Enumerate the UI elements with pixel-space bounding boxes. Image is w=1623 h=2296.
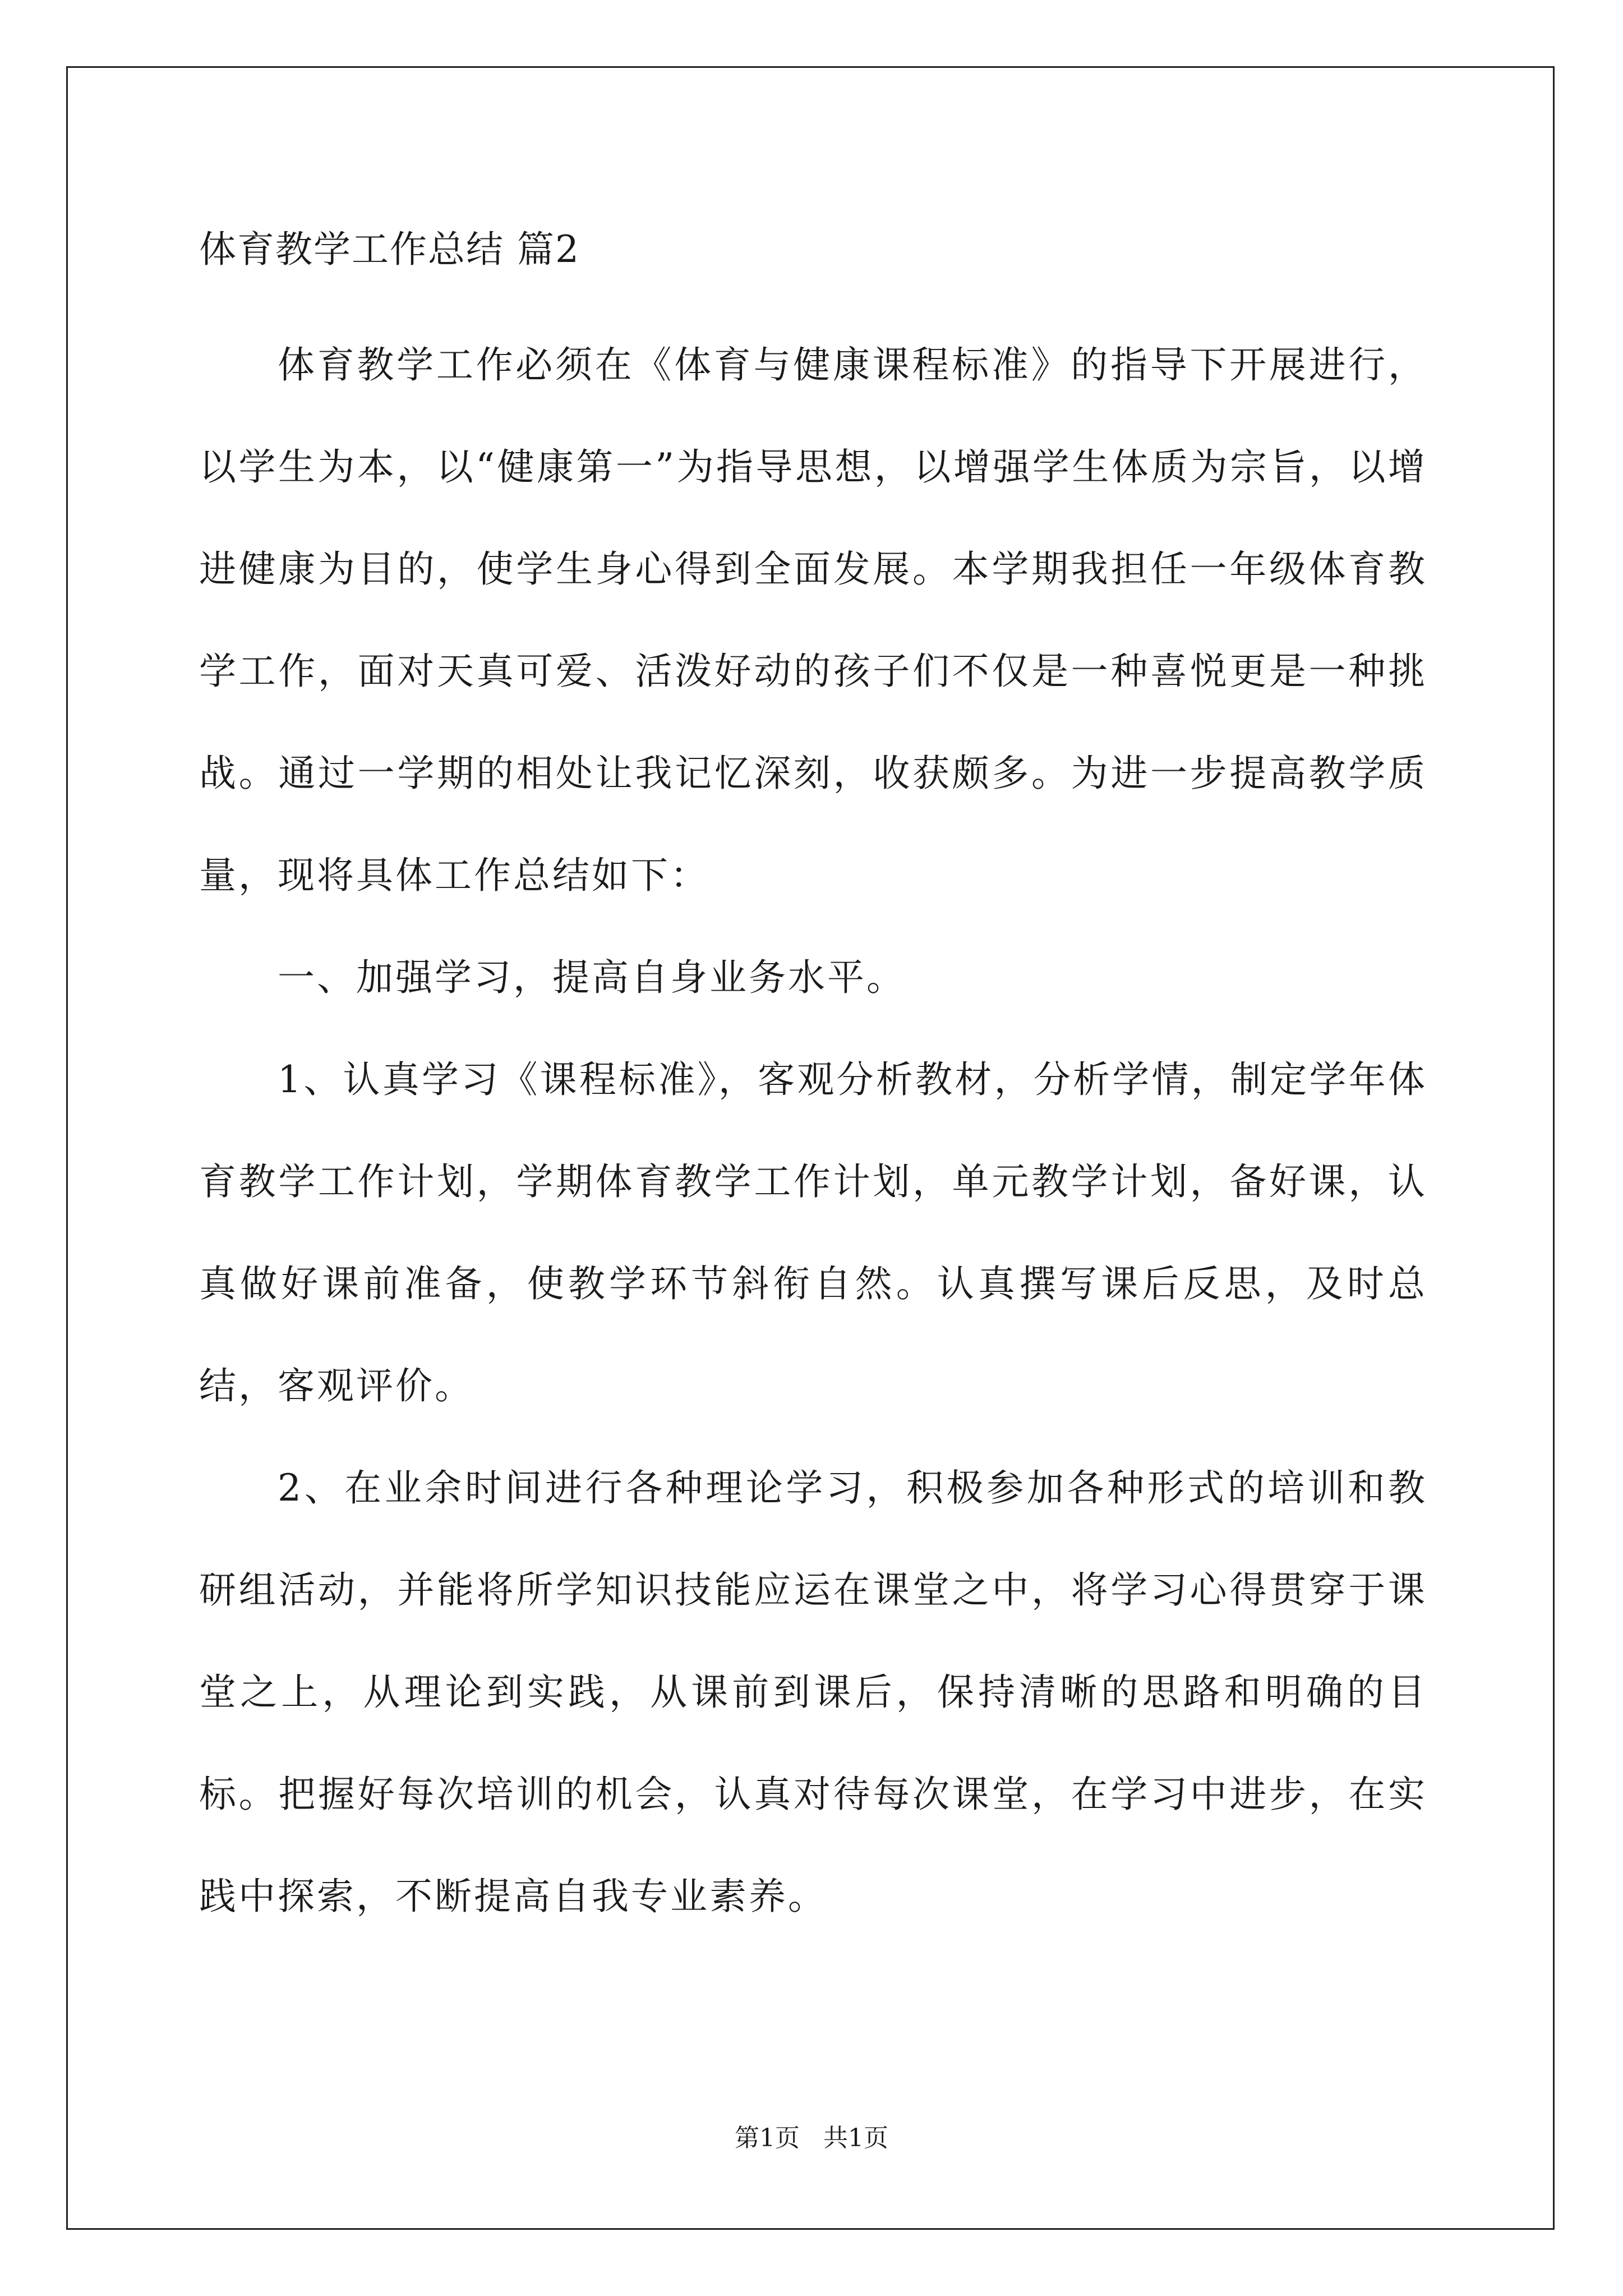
paragraph-section-heading: 一、加强学习，提高自身业务水平。 (278, 956, 906, 999)
paragraph-item-2: 2、在业余时间进行各种理论学习，积极参加各种形式的培训和教研组活动，并能将所学知识技能应运在课堂之中，将学习心得贯穿于课堂之上，从理论到实践，从课前到课后，保持清晰的思路和明确的目标。把握好每次培训的机会，认真对待每次课堂，在学习中进步，在实践中探索，不断提高自我专业素养。 (199, 1466, 1427, 1918)
paragraph-intro: 体育教学工作必须在《体育与健康课程标准》的指导下开展进行，以学生为本，以“健康第一”为指导思想，以增强学生体质为宗旨，以增进健康为目的，使学生身心得到全面发展。本学期我担任一年级体育教学工作，面对天真可爱、活泼好动的孩子们不仅是一种喜悦更是一种挑战。通过一学期的相处让我记忆深刻，收获颇多。为进一步提高教学质量，现将具体工作总结如下： (199, 343, 1427, 897)
paragraph-item-1: 1、认真学习《课程标准》，客观分析教材，分析学情，制定学年体育教学工作计划，学期体育教学工作计划，单元教学计划，备好课，认真做好课前准备，使教学环节斜衔自然。认真撰写课后反思，及时总结，客观评价。 (199, 1058, 1427, 1407)
document-title: 体育教学工作总结 篇2 (199, 228, 580, 271)
page-number: 第1页 共1页 (735, 2124, 888, 2152)
document-body (199, 314, 1427, 1948)
